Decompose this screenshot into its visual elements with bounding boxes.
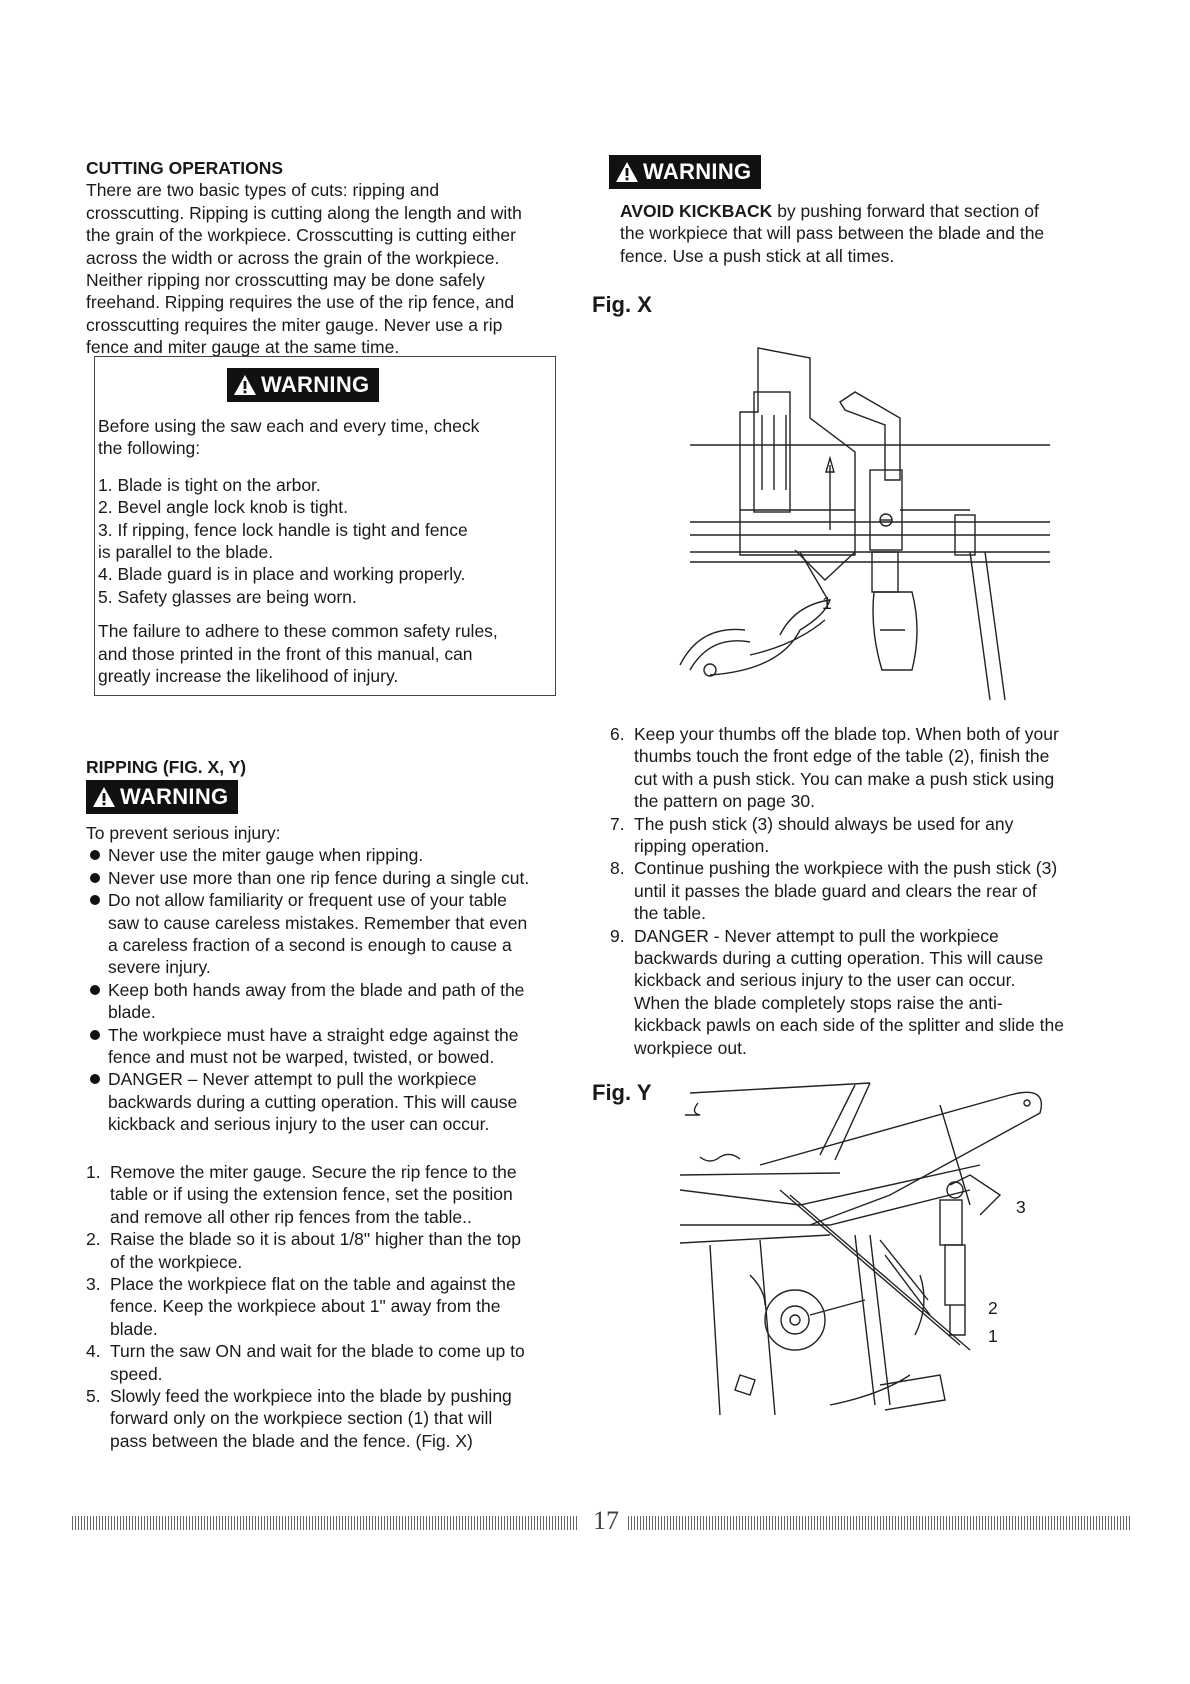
text-line: cut with a push stick. You can make a push stick using <box>634 768 1055 789</box>
text-line: Remove the miter gauge. Secure the rip fence to the <box>110 1162 517 1182</box>
warning-badge <box>609 155 761 189</box>
bullet-item <box>86 1068 596 1135</box>
text-line: Continue pushing the workpiece with the push stick (3) <box>634 858 1058 879</box>
step-number: 5. <box>86 1386 101 1407</box>
text-line: DANGER - Never attempt to pull the workpiece <box>634 925 999 946</box>
step-number: 9. <box>610 925 625 946</box>
text-line: blade. <box>108 1002 156 1023</box>
numbered-step <box>610 723 1130 813</box>
kickback-warning-text <box>620 200 1130 267</box>
warning-triangle-icon <box>233 374 257 396</box>
numbered-step <box>86 1228 596 1273</box>
fig-y-callout-1: 1 <box>988 1326 998 1346</box>
text-line: speed. <box>110 1363 163 1384</box>
cutting-operations-heading: CUTTING OPERATIONS <box>86 158 284 178</box>
bullet-icon <box>90 873 100 883</box>
ripping-heading: RIPPING (FIG. X, Y) <box>86 757 247 777</box>
bullet-icon <box>90 1030 100 1040</box>
text-line: Raise the blade so it is about 1/8" higher than the top <box>110 1229 521 1250</box>
numbered-step <box>610 813 1130 858</box>
text-line: fence and miter gauge at the same time. <box>86 337 400 358</box>
check-item: is parallel to the blade. <box>98 542 274 563</box>
bullet-icon <box>90 985 100 995</box>
check-item: 5. Safety glasses are being worn. <box>98 586 357 607</box>
text-line: the table. <box>634 903 706 924</box>
text-line: DANGER – Never attempt to pull the workpiece <box>108 1069 477 1090</box>
step-number: 6. <box>610 724 625 744</box>
step-number: 8. <box>610 858 625 879</box>
text-line: Turn the saw ON and wait for the blade to come up to <box>110 1341 525 1362</box>
warning-badge-label: WARNING <box>120 784 229 809</box>
text-line: workpiece out. <box>634 1037 747 1058</box>
fig-y-callout-2: 2 <box>988 1298 998 1318</box>
text-line: crosscutting requires the miter gauge. Never use a rip <box>86 314 503 335</box>
text-line: of the workpiece. <box>110 1251 243 1272</box>
bullet-item <box>86 889 596 979</box>
ripping-warning-list <box>86 822 596 1136</box>
kickback-bold: AVOID KICKBACK <box>620 201 773 221</box>
text-line: freehand. Ripping requires the use of the rip fence, and <box>86 292 515 313</box>
text-line: The failure to adhere to these common safety rules, <box>98 621 498 642</box>
ripping-intro: To prevent serious injury: <box>86 823 281 843</box>
step-number: 1. <box>86 1162 101 1182</box>
warning-triangle-icon <box>92 786 116 808</box>
fig-y-illustration <box>680 1075 1080 1415</box>
bullet-item <box>86 844 596 866</box>
text-line: Keep your thumbs off the blade top. When both of your <box>634 724 1059 744</box>
bullet-item <box>86 867 596 889</box>
check-item: 2. Bevel angle lock knob is tight. <box>98 497 349 518</box>
warning-badge <box>86 780 238 814</box>
text-line: and those printed in the front of this manual, can <box>98 643 473 664</box>
bullet-item <box>86 979 596 1024</box>
text-line: severe injury. <box>108 957 211 978</box>
text-line: kickback and serious injury to the user can occur. <box>108 1114 490 1135</box>
text-line: Slowly feed the workpiece into the blade by pushing <box>110 1386 512 1407</box>
text-line: fence. Keep the workpiece about 1" away from the <box>110 1296 501 1317</box>
text-line: pass between the blade and the fence. (Fig. X) <box>110 1430 473 1451</box>
text-line: thumbs touch the front edge of the table (2), finish the <box>634 746 1050 767</box>
step-number: 7. <box>610 813 625 834</box>
text-line: crosscutting. Ripping is cutting along the length and with <box>86 202 522 223</box>
bullet-item <box>86 1024 596 1069</box>
step-number: 4. <box>86 1341 101 1362</box>
step-number: 2. <box>86 1229 101 1250</box>
numbered-step <box>610 857 1130 924</box>
text-line: the pattern on page 30. <box>634 791 815 812</box>
footer-pattern-right <box>628 1516 1132 1530</box>
text-line: the grain of the workpiece. Crosscutting is cutting either <box>86 225 516 246</box>
warning-badge-label: WARNING <box>261 372 370 397</box>
bullet-icon <box>90 850 100 860</box>
bullet-icon <box>90 895 100 905</box>
text-line: Never use more than one rip fence during a single cut. <box>108 867 530 888</box>
text-line: blade. <box>110 1318 158 1339</box>
fig-x-callout-1: 1 <box>822 593 832 613</box>
text-line: across the width or across the grain of the workpiece. <box>86 247 500 268</box>
warning-triangle-icon <box>615 161 639 183</box>
warning-badge <box>227 368 379 402</box>
text-line: Never use the miter gauge when ripping. <box>108 845 424 866</box>
safety-check-content <box>98 415 550 687</box>
cutting-operations-section <box>86 157 586 359</box>
numbered-step <box>86 1273 596 1340</box>
ripping-steps-continued <box>610 723 1130 1059</box>
text-line: fence and must not be warped, twisted, or bowed. <box>108 1047 495 1068</box>
text-line: fence. Use a push stick at all times. <box>620 245 895 266</box>
text-line: The push stick (3) should always be used for any <box>634 813 1014 834</box>
text-line: backwards during a cutting operation. This will cause <box>634 948 1044 969</box>
text-line: When the blade completely stops raise the anti- <box>634 992 1003 1013</box>
warning-badge-label: WARNING <box>643 159 752 184</box>
text-line: saw to cause careless mistakes. Remember that even <box>108 912 528 933</box>
step-number: 3. <box>86 1274 101 1295</box>
ripping-steps <box>86 1161 596 1452</box>
numbered-step <box>86 1340 596 1385</box>
cutting-operations-body <box>86 179 586 358</box>
numbered-step <box>86 1161 596 1228</box>
text-line: the workpiece that will pass between the blade and the <box>620 223 1045 244</box>
text-line: Do not allow familiarity or frequent use of your table <box>108 890 507 911</box>
fig-x-illustration <box>650 330 1070 700</box>
text-line: Neither ripping nor crosscutting may be done safely <box>86 270 485 291</box>
footer-pattern-left <box>72 1516 579 1530</box>
numbered-step <box>86 1385 596 1452</box>
check-item: 3. If ripping, fence lock handle is tight and fence <box>98 519 468 540</box>
text-line: a careless fraction of a second is enough to cause a <box>108 935 512 956</box>
numbered-step <box>610 925 1130 1059</box>
text-line: table or if using the extension fence, set the position <box>110 1184 513 1205</box>
text-line: the following: <box>98 438 201 459</box>
fig-y-label: Fig. Y <box>592 1080 652 1105</box>
text-line: kickback and serious injury to the user can occur. <box>634 970 1016 991</box>
page-number: 17 <box>593 1506 619 1535</box>
text-line: and remove all other rip fences from the table.. <box>110 1206 472 1227</box>
text-line: Keep both hands away from the blade and path of the <box>108 979 525 1000</box>
text-line: by pushing forward that section of <box>772 201 1039 221</box>
bullet-icon <box>90 1074 100 1084</box>
text-line: backwards during a cutting operation. This will cause <box>108 1091 518 1112</box>
fig-y-callout-3: 3 <box>1016 1197 1026 1217</box>
text-line: kickback pawls on each side of the splitter and slide the <box>634 1015 1064 1036</box>
check-item: 4. Blade guard is in place and working properly. <box>98 564 466 585</box>
check-item: 1. Blade is tight on the arbor. <box>98 474 321 495</box>
text-line: Place the workpiece flat on the table and against the <box>110 1274 516 1295</box>
text-line: ripping operation. <box>634 836 770 857</box>
text-line: forward only on the workpiece section (1) that will <box>110 1408 493 1429</box>
text-line: The workpiece must have a straight edge against the <box>108 1024 519 1045</box>
text-line: greatly increase the likelihood of injury. <box>98 666 399 687</box>
text-line: until it passes the blade guard and clears the rear of <box>634 880 1037 901</box>
text-line: Before using the saw each and every time, check <box>98 416 480 436</box>
text-line: There are two basic types of cuts: ripping and <box>86 180 440 201</box>
fig-x-label: Fig. X <box>592 292 652 317</box>
